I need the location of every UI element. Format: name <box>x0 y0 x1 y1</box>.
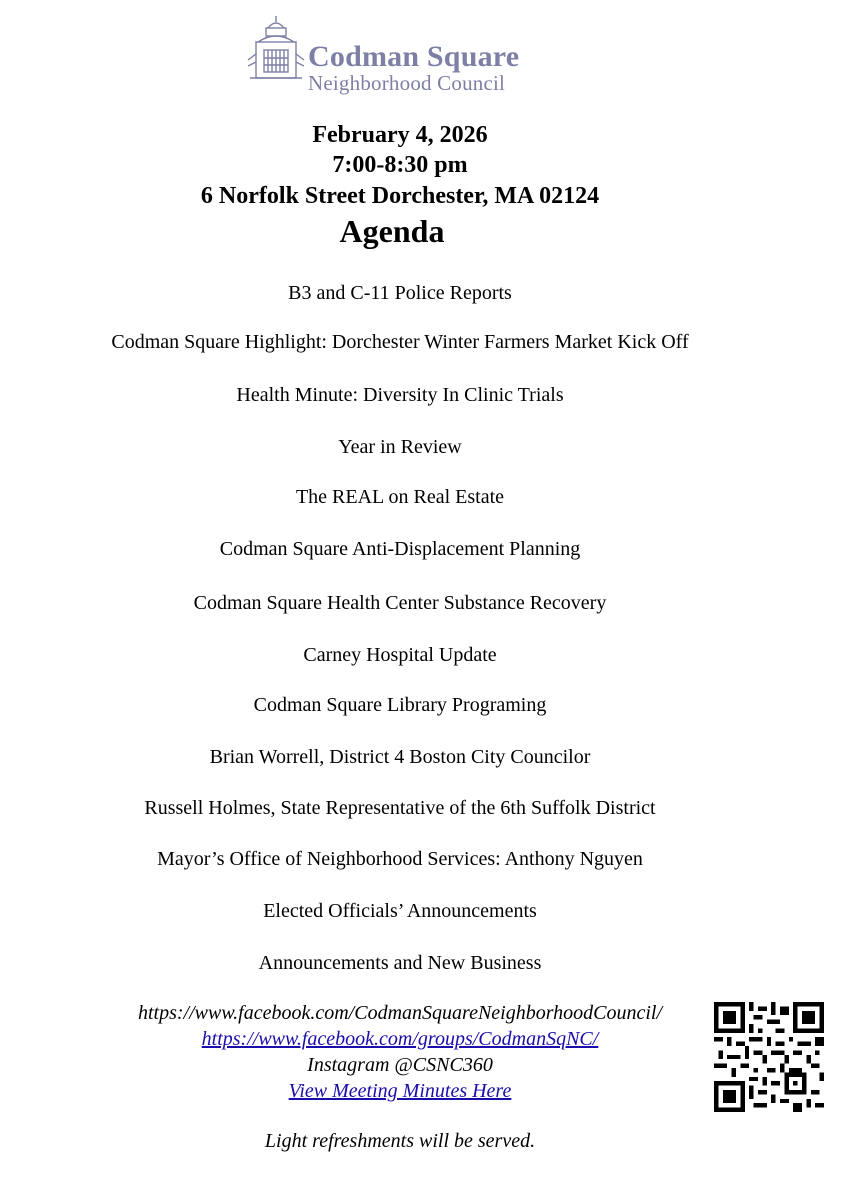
agenda-item: Codman Square Highlight: Dorchester Winter Farmers Market Kick Off <box>111 331 689 353</box>
council-logo <box>246 14 566 95</box>
agenda-item: B3 and C-11 Police Reports <box>288 282 512 304</box>
logo-title: Codman Square <box>308 40 520 73</box>
agenda-item: Brian Worrell, District 4 Boston City Councilor <box>209 746 591 768</box>
meeting-address: 6 Norfolk Street Dorchester, MA 02124 <box>200 183 600 209</box>
instagram-handle: Instagram @CSNC360 <box>307 1054 493 1076</box>
agenda-item: Codman Square Health Center Substance Recovery <box>193 592 607 614</box>
facebook-group-link[interactable]: https://www.facebook.com/groups/CodmanSqNC/ <box>201 1028 599 1050</box>
agenda-item: Codman Square Library Programing <box>253 694 547 716</box>
agenda-item: Announcements and New Business <box>258 952 542 974</box>
agenda-item: Health Minute: Diversity In Clinic Trials <box>236 384 564 406</box>
agenda-item: The REAL on Real Estate <box>295 486 505 508</box>
agenda-item: Elected Officials’ Announcements <box>263 900 537 922</box>
meeting-time: 7:00-8:30 pm <box>332 152 468 178</box>
meeting-minutes-link[interactable]: View Meeting Minutes Here <box>288 1080 512 1102</box>
facebook-page-text: https://www.facebook.com/CodmanSquareNeighborhoodCouncil/ <box>137 1002 663 1024</box>
agenda-item: Year in Review <box>338 436 462 458</box>
page-title: Agenda <box>339 213 445 249</box>
refreshments-note: Light refreshments will be served. <box>264 1130 536 1152</box>
meeting-date: February 4, 2026 <box>312 122 488 148</box>
agenda-item: Codman Square Anti-Displacement Planning <box>219 538 581 560</box>
agenda-item: Carney Hospital Update <box>303 644 497 666</box>
qr-code-icon[interactable] <box>714 1002 824 1112</box>
agenda-item: Russell Holmes, State Representative of the 6th Suffolk District <box>144 797 656 819</box>
agenda-item: Mayor’s Office of Neighborhood Services: Anthony Nguyen <box>157 848 643 870</box>
logo-subtitle: Neighborhood Council <box>308 71 506 95</box>
building-cupola-icon <box>246 14 306 84</box>
